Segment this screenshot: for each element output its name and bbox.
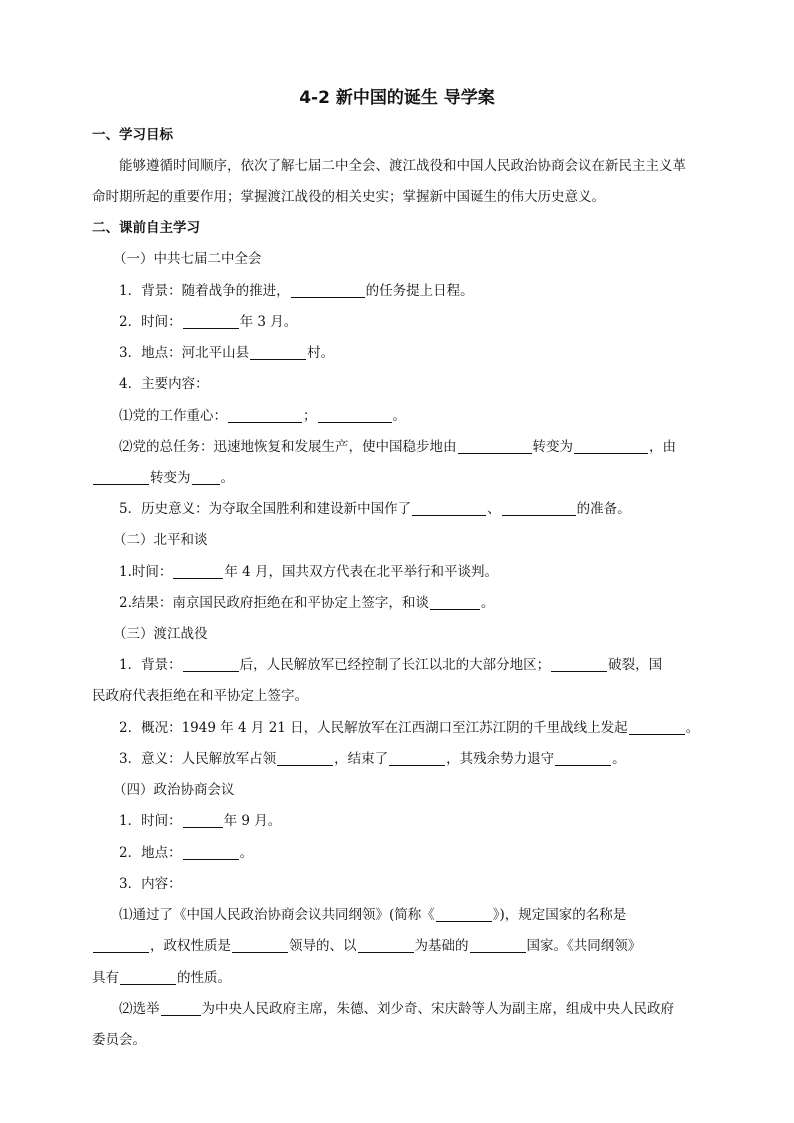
text: ，政权性质是	[150, 938, 231, 954]
text: ⑵选举	[119, 1001, 160, 1017]
cppcc-content-1	[119, 905, 626, 925]
fill-blank[interactable]	[358, 938, 414, 953]
crossing-background-cont: 民政府代表拒绝在和平协定上签字。	[92, 688, 308, 704]
text: 年 3 月。	[239, 314, 298, 330]
fill-blank[interactable]	[277, 751, 333, 766]
page-title: 4-2 新中国的诞生 导学案	[299, 88, 495, 108]
fill-blank[interactable]	[430, 595, 480, 610]
text: 3．意义：人民解放军占领	[119, 751, 277, 767]
text: ，由	[649, 439, 676, 455]
fill-blank[interactable]	[502, 501, 576, 516]
fill-blank[interactable]	[120, 970, 176, 985]
fill-blank[interactable]	[555, 751, 611, 766]
fill-blank[interactable]	[458, 439, 532, 454]
text: 。	[239, 845, 254, 861]
text: 具有	[92, 970, 119, 986]
text: 1.时间：	[119, 564, 173, 580]
objectives-line-1: 能够遵循时间顺序，依次了解七届二中全会、渡江战役和中国人民政治协商会议在新民主主义革	[119, 158, 686, 174]
subheading-peiping-talks: （二）北平和谈	[113, 532, 208, 548]
fill-blank[interactable]	[412, 501, 486, 516]
fill-blank[interactable]	[183, 314, 239, 329]
text: 村。	[307, 345, 335, 361]
text: 1．时间：	[119, 813, 182, 829]
fill-blank[interactable]	[318, 408, 392, 423]
text: 1．背景：随着战争的推进，	[119, 283, 290, 299]
text: ；	[303, 408, 317, 424]
text: 的任务提上日程。	[365, 283, 474, 299]
text: 。	[392, 408, 406, 424]
fill-blank[interactable]	[470, 938, 526, 953]
plenum-content-1	[119, 406, 406, 426]
cppcc-content-2	[119, 999, 674, 1019]
fill-blank[interactable]	[93, 470, 149, 485]
crossing-background	[119, 655, 662, 675]
plenum-content-2	[119, 437, 676, 457]
cppcc-content-1-cont	[92, 936, 641, 956]
text: 破裂，国	[608, 657, 663, 673]
objectives-line-2: 命时期所起的重要作用；掌握渡江战役的相关史实；掌握新中国诞生的伟大历史意义。	[92, 189, 605, 205]
text: 国家。《共同纲领》	[526, 938, 642, 954]
text: ，结束了	[334, 751, 389, 767]
text: ⑴党的工作重心：	[119, 408, 227, 424]
text: 。	[480, 595, 495, 611]
text: 、	[487, 501, 501, 517]
text: 为基础的	[414, 938, 469, 954]
text: 2．概况：1949 年 4 月 21 日，人民解放军在江西湖口至江苏江阴的千里战线上发起	[119, 720, 628, 736]
fill-blank[interactable]	[629, 720, 685, 735]
cppcc-content-label: 3．内容：	[119, 876, 182, 892]
text: 。	[612, 751, 626, 767]
text: 2.结果：南京国民政府拒绝在和平协定上签字，和谈	[119, 595, 429, 611]
fill-blank[interactable]	[574, 439, 648, 454]
text: ，其残余势力退守	[446, 751, 555, 767]
fill-blank[interactable]	[183, 813, 223, 828]
plenum-background	[119, 281, 474, 301]
text: 》)，规定国家的名称是	[492, 907, 627, 923]
text: 领导的、以	[289, 938, 357, 954]
fill-blank[interactable]	[173, 564, 223, 579]
crossing-overview	[119, 718, 699, 738]
cppcc-time	[119, 811, 281, 831]
text: ⑴通过了《中国人民政治协商会议共同纲领》(简称《	[119, 907, 435, 923]
cppcc-content-1-end	[92, 968, 231, 988]
text: 3．地点：河北平山县	[119, 345, 250, 361]
talks-time	[119, 562, 498, 582]
subheading-cppcc: （四）政治协商会议	[113, 782, 235, 798]
fill-blank[interactable]	[228, 408, 302, 423]
plenum-content-2-cont	[92, 468, 234, 488]
text: 5．历史意义：为夺取全国胜利和建设新中国作了	[119, 501, 412, 517]
fill-blank[interactable]	[93, 938, 149, 953]
text: 年 4 月，国共双方代表在北平举行和平谈判。	[224, 564, 499, 580]
text: 后，人民解放军已经控制了长江以北的大部分地区；	[239, 657, 551, 673]
fill-blank[interactable]	[250, 345, 306, 360]
plenum-content-label: 4．主要内容：	[119, 376, 209, 392]
plenum-place	[119, 343, 334, 363]
text: 年 9 月。	[223, 813, 282, 829]
plenum-time	[119, 312, 297, 332]
text: 1．背景：	[119, 657, 182, 673]
fill-blank[interactable]	[291, 283, 365, 298]
text: 转变为	[532, 439, 573, 455]
subheading-river-crossing: （三）渡江战役	[113, 626, 208, 642]
fill-blank[interactable]	[232, 938, 288, 953]
cppcc-content-2-cont: 委员会。	[92, 1032, 146, 1048]
fill-blank[interactable]	[551, 657, 607, 672]
text: 。	[220, 470, 234, 486]
plenum-significance	[119, 499, 631, 519]
section-heading-self-study: 二、课前自主学习	[92, 220, 200, 236]
text: 2．地点：	[119, 845, 182, 861]
fill-blank[interactable]	[183, 657, 239, 672]
subheading-second-plenum: （一）中共七届二中全会	[113, 251, 262, 267]
text: 为中央人民政府主席，朱德、刘少奇、宋庆龄等人为副主席，组成中央人民政府	[201, 1001, 674, 1017]
crossing-significance	[119, 749, 626, 769]
text: 2．时间：	[119, 314, 182, 330]
talks-result	[119, 593, 494, 613]
fill-blank[interactable]	[389, 751, 445, 766]
fill-blank[interactable]	[192, 470, 220, 485]
section-heading-objectives: 一、学习目标	[92, 127, 173, 143]
fill-blank[interactable]	[183, 845, 239, 860]
text: 转变为	[150, 470, 191, 486]
cppcc-place	[119, 843, 253, 863]
text: 的性质。	[177, 970, 231, 986]
fill-blank[interactable]	[161, 1001, 201, 1016]
fill-blank[interactable]	[436, 907, 492, 922]
text: ⑵党的总任务：迅速地恢复和发展生产，使中国稳步地由	[119, 439, 457, 455]
text: 的准备。	[576, 501, 631, 517]
text: 。	[685, 720, 700, 736]
